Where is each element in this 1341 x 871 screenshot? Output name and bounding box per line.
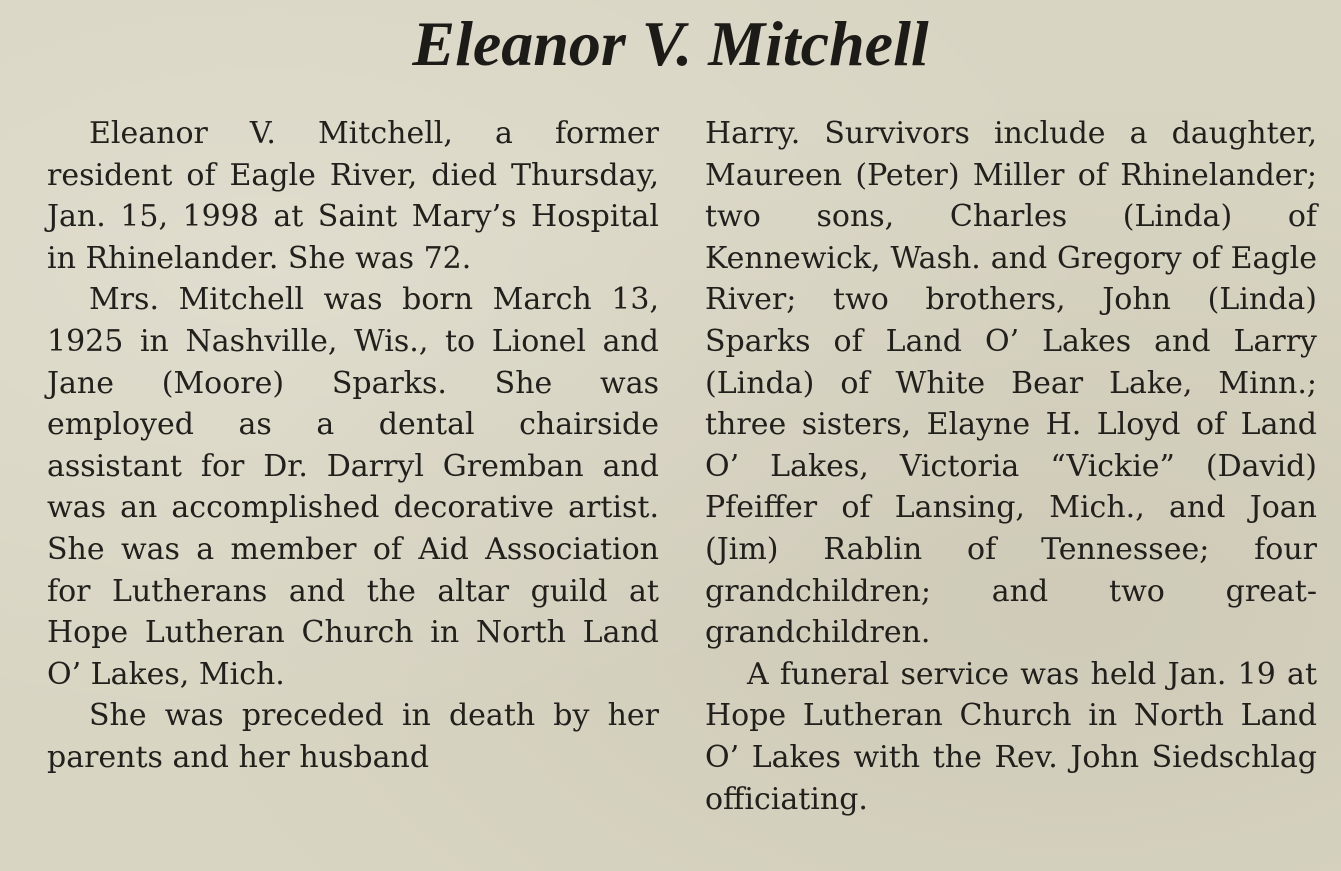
paragraph-funeral-service: A funeral service was held Jan. 19 at Hope Lutheran Church in North Land O’ Lakes with the Rev. John Siedschlag officiating. [705, 656, 1317, 817]
right-column [705, 113, 1317, 820]
paragraph-survivors: Harry. Survivors include a daughter, Maureen (Peter) Miller of Rhinelander; two sons, Charles (Linda) of Kennewick, Wash. and Gregory of Eagle River; two brothers, John (Linda) Sparks of Land O’ Lakes and Larry (Linda) of White Bear Lake, Minn.; three sisters, Elayne H. Lloyd of Land O’ Lakes, Victoria “Vickie” (David) Pfeiffer of Lansing, Mich., and Joan (Jim) Rablin of Tennessee; four grandchildren; and two great-grandchildren. [705, 116, 1317, 651]
obituary-headline: Eleanor V. Mitchell [412, 8, 929, 79]
paragraph-preceded-in-death: She was preceded in death by her parents and her husband [47, 698, 659, 775]
paragraph-biography: Mrs. Mitchell was born March 13, 1925 in Nashville, Wis., to Lionel and Jane (Moore) Sparks. She was employed as a dental chairside assistant for Dr. Darryl Gremban and was an accomplished decorative artist. She was a member of Aid Association for Lutherans and the altar guild at Hope Lutheran Church in North Land O’ Lakes, Mich. [47, 282, 659, 692]
left-column [47, 113, 659, 779]
paragraph-death-notice: Eleanor V. Mitchell, a former resident of Eagle River, died Thursday, Jan. 15, 1998 at Saint Mary’s Hospital in Rhinelander. She was 72. [47, 116, 659, 276]
